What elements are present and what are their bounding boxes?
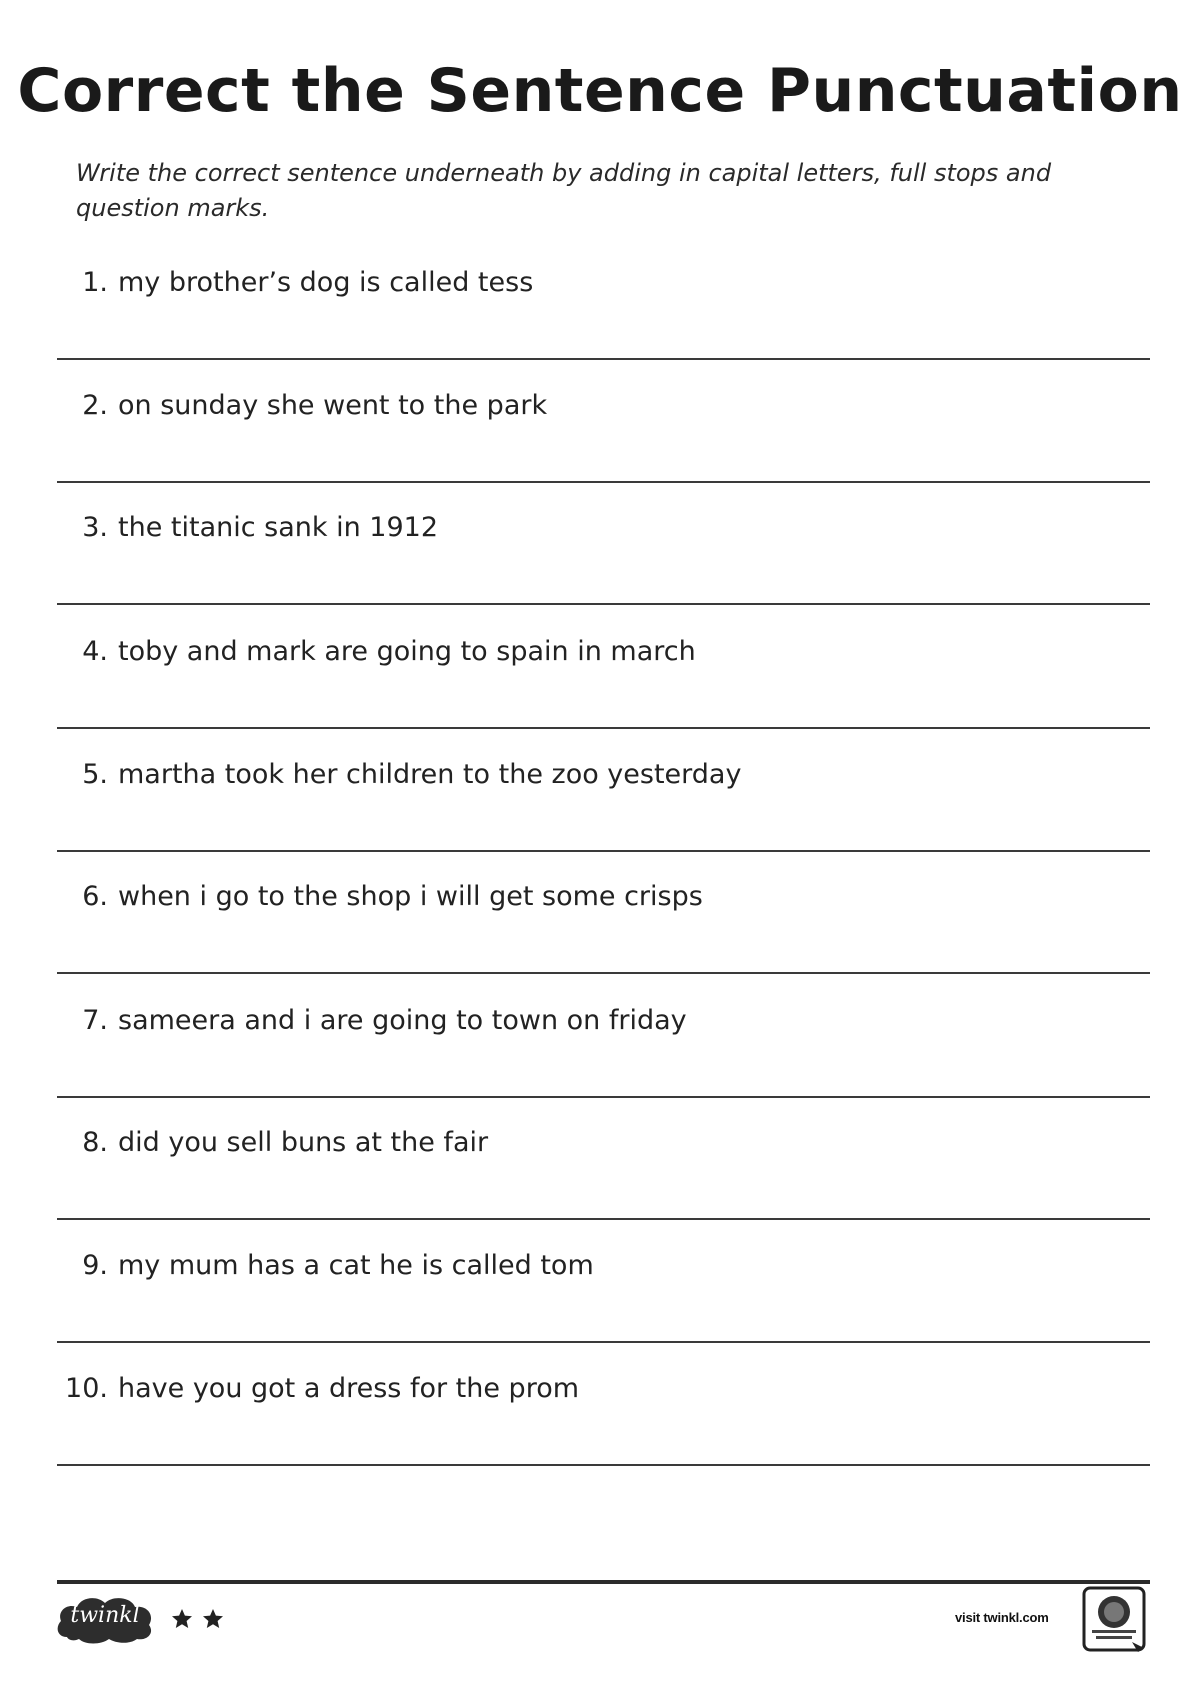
question-6 <box>57 877 1150 1000</box>
question-sentence: sameera and i are going to town on friday <box>118 1005 687 1036</box>
question-sentence: the titanic sank in 1912 <box>118 512 439 543</box>
answer-line[interactable] <box>57 972 1150 974</box>
difficulty-stars <box>170 1607 227 1633</box>
question-4 <box>57 632 1150 755</box>
question-sentence: my brother’s dog is called tess <box>118 267 534 298</box>
question-number: 9. <box>82 1250 108 1281</box>
logo-text: twinkl <box>70 1603 140 1628</box>
question-sentence: martha took her children to the zoo yesterday <box>118 759 742 790</box>
question-number: 3. <box>82 512 108 543</box>
question-sentence: did you sell buns at the fair <box>118 1127 489 1158</box>
question-number: 1. <box>82 267 108 298</box>
question-9 <box>57 1246 1150 1369</box>
answer-line[interactable] <box>57 1464 1150 1466</box>
answer-line[interactable] <box>57 358 1150 360</box>
answer-line[interactable] <box>57 1218 1150 1220</box>
question-number: 5. <box>82 759 108 790</box>
answer-line[interactable] <box>57 727 1150 729</box>
answer-line[interactable] <box>57 1341 1150 1343</box>
question-sentence: toby and mark are going to spain in march <box>118 636 696 667</box>
twinkl-logo <box>55 1593 155 1645</box>
website-link[interactable]: visit twinkl.com <box>955 1610 1049 1625</box>
question-number: 10. <box>65 1373 108 1404</box>
answer-line[interactable] <box>57 481 1150 483</box>
question-number: 4. <box>82 636 108 667</box>
question-5 <box>57 755 1150 878</box>
question-sentence: have you got a dress for the prom <box>118 1373 580 1404</box>
question-number: 8. <box>82 1127 108 1158</box>
question-number: 2. <box>82 390 108 421</box>
star-icon <box>170 1607 194 1631</box>
question-10 <box>57 1369 1150 1492</box>
question-number: 6. <box>82 881 108 912</box>
star-icon <box>201 1607 225 1631</box>
instructions: Write the correct sentence underneath by adding in capital letters, full stops and question marks. <box>76 159 1052 222</box>
question-sentence: on sunday she went to the park <box>118 390 548 421</box>
question-1 <box>57 263 1150 386</box>
question-3 <box>57 508 1150 631</box>
question-sentence: my mum has a cat he is called tom <box>118 1250 594 1281</box>
footer-divider <box>57 1580 1150 1584</box>
question-number: 7. <box>82 1005 108 1036</box>
answer-line[interactable] <box>57 603 1150 605</box>
page-title: Correct the Sentence Punctuation <box>17 56 1183 126</box>
answer-line[interactable] <box>57 850 1150 852</box>
answer-line[interactable] <box>57 1096 1150 1098</box>
question-8 <box>57 1123 1150 1246</box>
quality-badge-icon <box>1082 1586 1148 1654</box>
question-2 <box>57 386 1150 509</box>
question-sentence: when i go to the shop i will get some crisps <box>118 881 703 912</box>
question-7 <box>57 1001 1150 1124</box>
